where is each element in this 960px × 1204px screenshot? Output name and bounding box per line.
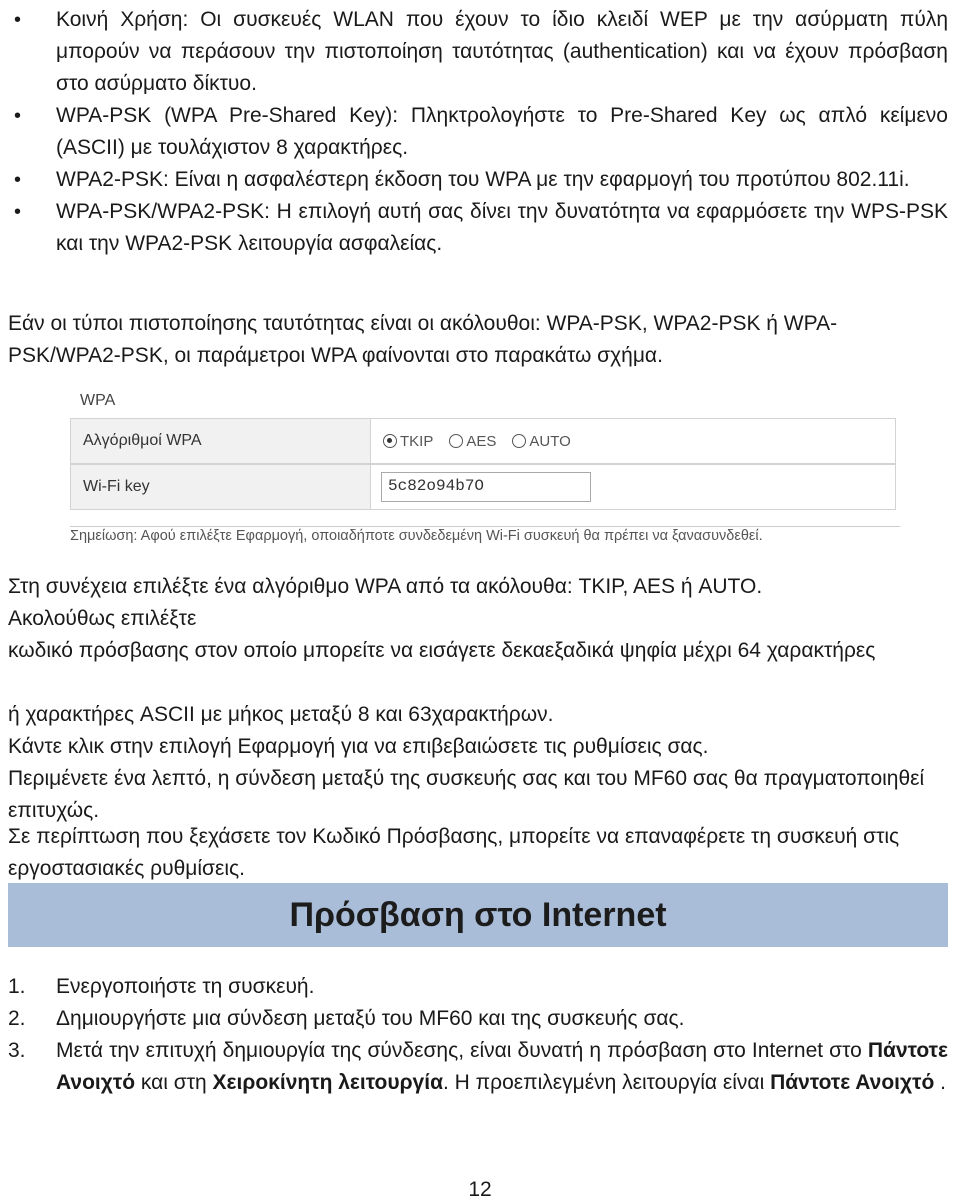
instruction-line: Περιμένετε ένα λεπτό, η σύνδεση μεταξύ της συσκευής σας και του MF60 σας θα πραγματοποιηθεί επιτυχώς. [8,767,925,822]
instruction-line: Στη συνέχεια επιλέξτε ένα αλγόριθμο WPA από τα ακόλουθα: TKIP, AES ή AUTO. [8,575,763,598]
section-banner [8,883,948,947]
step-bold-text: Πάντοτε Ανοιχτό [56,1039,948,1094]
radio-auto-label: AUTO [529,432,571,450]
step-number: 1. [8,975,26,998]
step-text: και στη [135,1071,213,1094]
wpa-settings-screenshot [70,388,900,548]
wifi-key-input[interactable]: 5c82o94b7O [381,472,591,502]
instruction-line: ή χαρακτήρες ASCII με μήκος μεταξύ 8 και 63χαρακτήρων. [8,703,554,726]
step-text: . Η προεπιλεγμένη λειτουργία είναι [442,1071,771,1094]
step-text: Μετά την επιτυχή δημιουργία της σύνδεσης, είναι δυνατή η πρόσβαση στο Internet στο [56,1039,868,1062]
page-number: 12 [468,1178,492,1201]
list-item [8,196,948,260]
wpa-panel-title: WPA [80,392,116,409]
step-bold-text: Πάντοτε Ανοιχτό [770,1071,935,1094]
radio-empty-icon [449,434,463,448]
list-item [8,100,948,164]
step-text: Δημιουργήστε μια σύνδεση μεταξύ του MF60 και της συσκευής σας. [56,1007,685,1030]
section-title: Πρόσβαση στο Internet [289,896,667,934]
radio-empty-icon [512,434,526,448]
intro-paragraph: Εάν οι τύποι πιστοποίησης ταυτότητας είναι οι ακόλουθοι: WPA-PSK, WPA2-PSK ή WPA-PSK/WPA2-PSK, οι παράμετροι WPA φαίνονται στο παρακάτω σχήμα. [8,312,838,367]
instruction-line: κωδικό πρόσβασης στον οποίο μπορείτε να εισάγετε δεκαεξαδικά ψηφία μέχρι 64 χαρακτήρες [8,639,876,662]
step-text: . [934,1071,946,1094]
bullet-symbol: • [14,105,22,127]
radio-aes-label: AES [466,432,497,450]
security-mode-list [8,4,948,260]
bullet-symbol: • [14,201,22,223]
step-text: Ενεργοποιήστε τη συσκευή. [56,975,315,998]
bullet-text: WPA-PSK/WPA2-PSK: Η επιλογή αυτή σας δίνει την δυνατότητα να εφαρμόσετε την WPS-PSK και την WPA2-PSK λειτουργία ασφαλείας. [56,200,948,255]
bullet-symbol: • [14,9,22,31]
wifi-key-label: Wi-Fi key [71,465,371,509]
list-item [8,971,948,1003]
instruction-line: Ακολούθως επιλέξτε [8,607,197,630]
steps-list [8,971,948,1099]
step-number: 2. [8,1007,26,1030]
wpa-note: Σημείωση: Αφού επιλέξτε Εφαρμογή, οποιαδήποτε συνδεδεμένη Wi-Fi συσκευή θα πρέπει να ξανασυνδεθεί. [70,528,763,544]
bullet-text: WPA2-PSK: Είναι η ασφαλέστερη έκδοση του WPA με την εφαρμογή του προτύπου 802.11i. [56,168,910,191]
list-item [8,1035,948,1099]
instruction-line: Κάντε κλικ στην επιλογή Εφαρμογή για να επιβεβαιώσετε τις ρυθμίσεις σας. [8,735,709,758]
radio-selected-icon [383,434,397,448]
bullet-text: WPA-PSK (WPA Pre-Shared Key): Πληκτρολογήστε το Pre-Shared Key ως απλό κείμενο (ASCII) με τουλάχιστον 8 χαρακτήρες. [56,104,948,159]
step-number: 3. [8,1039,26,1062]
radio-tkip-label: TKIP [400,432,434,450]
panel-divider [70,526,900,527]
radio-tkip[interactable] [383,433,433,450]
instruction-line: Σε περίπτωση που ξεχάσετε τον Κωδικό Πρόσβασης, μπορείτε να επαναφέρετε τη συσκευή στις εργοστασιακές ρυθμίσεις. [8,825,900,880]
step-bold-text: Χειροκίνητη λειτουργία [212,1071,443,1094]
list-item [8,164,948,196]
wpa-algorithm-row [70,418,896,464]
radio-auto[interactable] [512,433,570,450]
bullet-text: Κοινή Χρήση: Οι συσκευές WLAN που έχουν το ίδιο κλειδί WEP με την ασύρματη πύλη μπορούν να περάσουν την πιστοποίηση ταυτότητας (authentication) και να έχουν πρόσβαση στο ασύρματο δίκτυο. [56,8,949,95]
list-item [8,4,948,100]
list-item [8,1003,948,1035]
wpa-algorithm-label: Αλγόριθμοί WPA [71,419,371,463]
wpa-algorithm-radio-group [383,419,571,463]
wifi-key-row [70,464,896,510]
bullet-symbol: • [14,169,22,191]
radio-aes[interactable] [449,433,496,450]
